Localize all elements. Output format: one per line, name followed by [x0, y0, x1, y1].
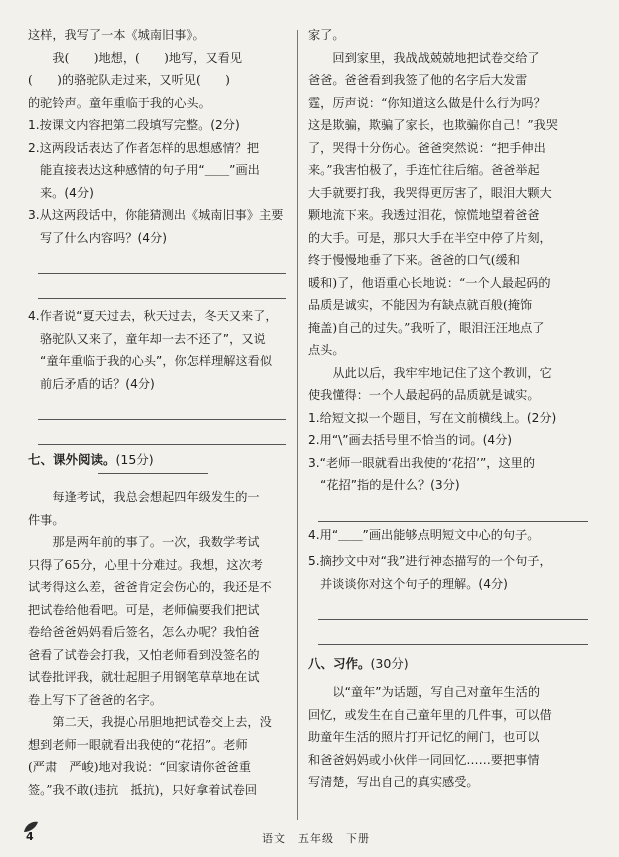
question-4-line-3: “童年重临于我的心头”，你怎样理解这看似	[40, 354, 273, 368]
section-7-heading	[28, 449, 290, 471]
passage-intro: 这样，我写了一本《城南旧事》。	[28, 28, 205, 42]
story-paragraph-4-cont: 来。”我害怕极了，手连忙往后缩。爸爸举起	[308, 163, 540, 177]
fill-blank-line-2: ( )的骆驼队走过来，又听见( )	[28, 73, 230, 87]
section-7-title: 七、课外阅读。	[28, 452, 116, 467]
story-paragraph-4-cont: 这是欺骗，欺骗了家长，也欺骗你自己！”我哭	[308, 118, 558, 132]
question-4-line-1: 4.作者说“夏天过去，秋天过去，冬天又来了，	[28, 309, 278, 323]
reading-question-2: 2.用“\”画去括号里不恰当的词。(4分)	[308, 433, 513, 447]
section-8-title: 八、习作。	[308, 656, 371, 671]
story-paragraph-4-cont: 颗地流下来。我透过泪花，惊慌地望着爸爸	[308, 208, 540, 222]
story-paragraph-4-cont: 大手就要打我，我哭得更厉害了，眼泪大颗大	[308, 185, 552, 200]
question-4-line-4: 前后矛盾的话？(4分)	[40, 376, 155, 391]
question-2-line-3: 来。(4分)	[40, 185, 94, 200]
answer-line[interactable]	[38, 420, 286, 445]
question-3-line-2: 写了什么内容吗？(4分)	[40, 230, 167, 245]
story-paragraph-2-cont: 试卷批评我，就壮起胆子用钢笔草草地在试	[28, 670, 260, 684]
column-divider	[297, 30, 298, 820]
story-paragraph-2-cont: 爸看了试卷会打我，又怕老师看到没签名的	[28, 647, 260, 662]
question-2-line-1: 2.这两段话表达了作者怎样的思想感情？把	[28, 140, 260, 155]
essay-prompt-line-5: 写清楚，写出自己的真实感受。	[308, 775, 479, 789]
reading-question-3-line-2: “花招”指的是什么？(3分)	[320, 478, 460, 492]
story-paragraph-2-cont: 卷上写下了爸爸的名字。	[28, 692, 163, 707]
fill-blank-line-1: 我( )地想，( )地写，又看见	[52, 50, 243, 65]
reading-question-5-line-1: 5.摘抄文中对“我”进行神态描写的一个句子，	[308, 554, 552, 568]
story-paragraph-4-cont: 掩盖)自己的过失。”我听了，眼泪汪汪地点了	[308, 320, 545, 335]
story-paragraph-1-cont: 件事。	[28, 512, 65, 527]
story-paragraph-4-cont: 终于慢慢地垂了下来。爸爸的口气(缓和	[308, 253, 520, 267]
answer-line[interactable]	[318, 497, 588, 522]
essay-prompt-line-2: 回忆，或发生在自己童年里的几件事，可以借	[308, 707, 552, 722]
story-paragraph-4-cont: 霆，厉声说：“你知道这么做是什么行为吗？	[308, 95, 546, 110]
section-8-points: (30分)	[370, 656, 409, 671]
story-paragraph-3-cont: 签。”我不敢(违抗 抵抗)，只好拿着试卷回	[28, 782, 258, 797]
left-column	[28, 24, 290, 801]
story-paragraph-4-cont: 了，哭得十分伤心。爸爸突然说：“把手伸出	[308, 140, 546, 155]
story-paragraph-5: 从此以后，我牢牢地记住了这个教训，它	[332, 365, 552, 380]
reading-question-3-line-1: 3.“老师一眼就看出我使的‘花招’”，这里的	[308, 455, 536, 470]
answer-line[interactable]	[318, 595, 588, 620]
book-title: 语文 五年级 下册	[262, 832, 370, 845]
question-3-line-1: 3.从这两段话中，你能猜测出《城南旧事》主要	[28, 208, 284, 222]
essay-prompt-line-3: 助童年生活的照片打开记忆的闸门，也可以	[308, 730, 540, 744]
story-paragraph-2-cont: 只得了65分，心里十分难过。我想，这次考	[28, 557, 263, 572]
story-paragraph-2-cont: 把试卷给他看吧。可是，老师偏要我们把试	[28, 602, 260, 617]
story-paragraph-3: 第二天，我提心吊胆地把试卷交上去，没	[52, 715, 272, 729]
right-column	[308, 24, 592, 794]
question-4-line-2: 骆驼队又来了，童年却一去不还了”，又说	[40, 331, 266, 346]
story-title-line[interactable]	[98, 473, 208, 474]
reading-question-4: 4.用“＿＿”画出能够点明短文中心的句子。	[308, 527, 540, 542]
story-paragraph-4-cont: 暖和)了，他语重心长地说：“一个人最起码的	[308, 275, 551, 290]
story-paragraph-3-cont: 想到老师一眼就看出我使的“花招”。老师	[28, 737, 248, 752]
question-2-line-2: 能直接表达这种感情的句子用“＿＿”画出	[40, 163, 260, 177]
question-1: 1.按课文内容把第二段填写完整。(2分)	[28, 118, 240, 132]
section-7-points: (15分)	[115, 452, 154, 467]
story-paragraph-4-cont: 品质是诚实，不能因为有缺点就百般(掩饰	[308, 298, 533, 312]
story-paragraph-2: 那是两年前的事了。一次，我数学考试	[52, 535, 260, 549]
story-paragraph-4-cont: 爸爸。爸爸看到我签了他的名字后大发雷	[308, 73, 528, 87]
answer-line[interactable]	[318, 620, 588, 645]
story-paragraph-5-cont: 使我懂得：一个人最起码的品质就是诚实。	[308, 388, 540, 402]
essay-prompt-line-1: 以“童年”为话题，写自己对童年生活的	[332, 685, 541, 699]
story-paragraph-3-cont: (严肃 严峻)地对我说：“回家请你爸爸重	[28, 760, 251, 774]
answer-line[interactable]	[38, 395, 286, 420]
page-number: 4	[26, 830, 34, 843]
story-continuation: 家了。	[308, 28, 345, 42]
reading-question-5-line-2: 并谈谈你对这个句子的理解。(4分)	[320, 576, 508, 591]
reading-question-1: 1.给短文拟一个题目，写在文前横线上。(2分)	[308, 410, 557, 425]
fill-blank-line-3: 的驼铃声。童年重临于我的心头。	[28, 95, 211, 110]
section-8-heading	[308, 653, 592, 675]
story-paragraph-1: 每逢考试，我总会想起四年级发生的一	[52, 490, 260, 504]
story-paragraph-2-cont: 试考得这么差，爸爸肯定会伤心的，我还是不	[28, 580, 272, 594]
story-paragraph-2-cont: 卷给爸爸妈妈看后签名，怎么办呢？我怕爸	[28, 625, 260, 639]
story-paragraph-4-cont: 点头。	[308, 343, 345, 357]
answer-line[interactable]	[38, 249, 286, 274]
answer-line[interactable]	[38, 274, 286, 299]
essay-prompt-line-4: 和爸爸妈妈或小伙伴一同回忆……要把事情	[308, 752, 540, 767]
story-paragraph-4-cont: 的大手。可是，那只大手在半空中停了片刻，	[308, 230, 552, 245]
story-paragraph-4: 回到家里，我战战兢兢地把试卷交给了	[332, 50, 540, 65]
